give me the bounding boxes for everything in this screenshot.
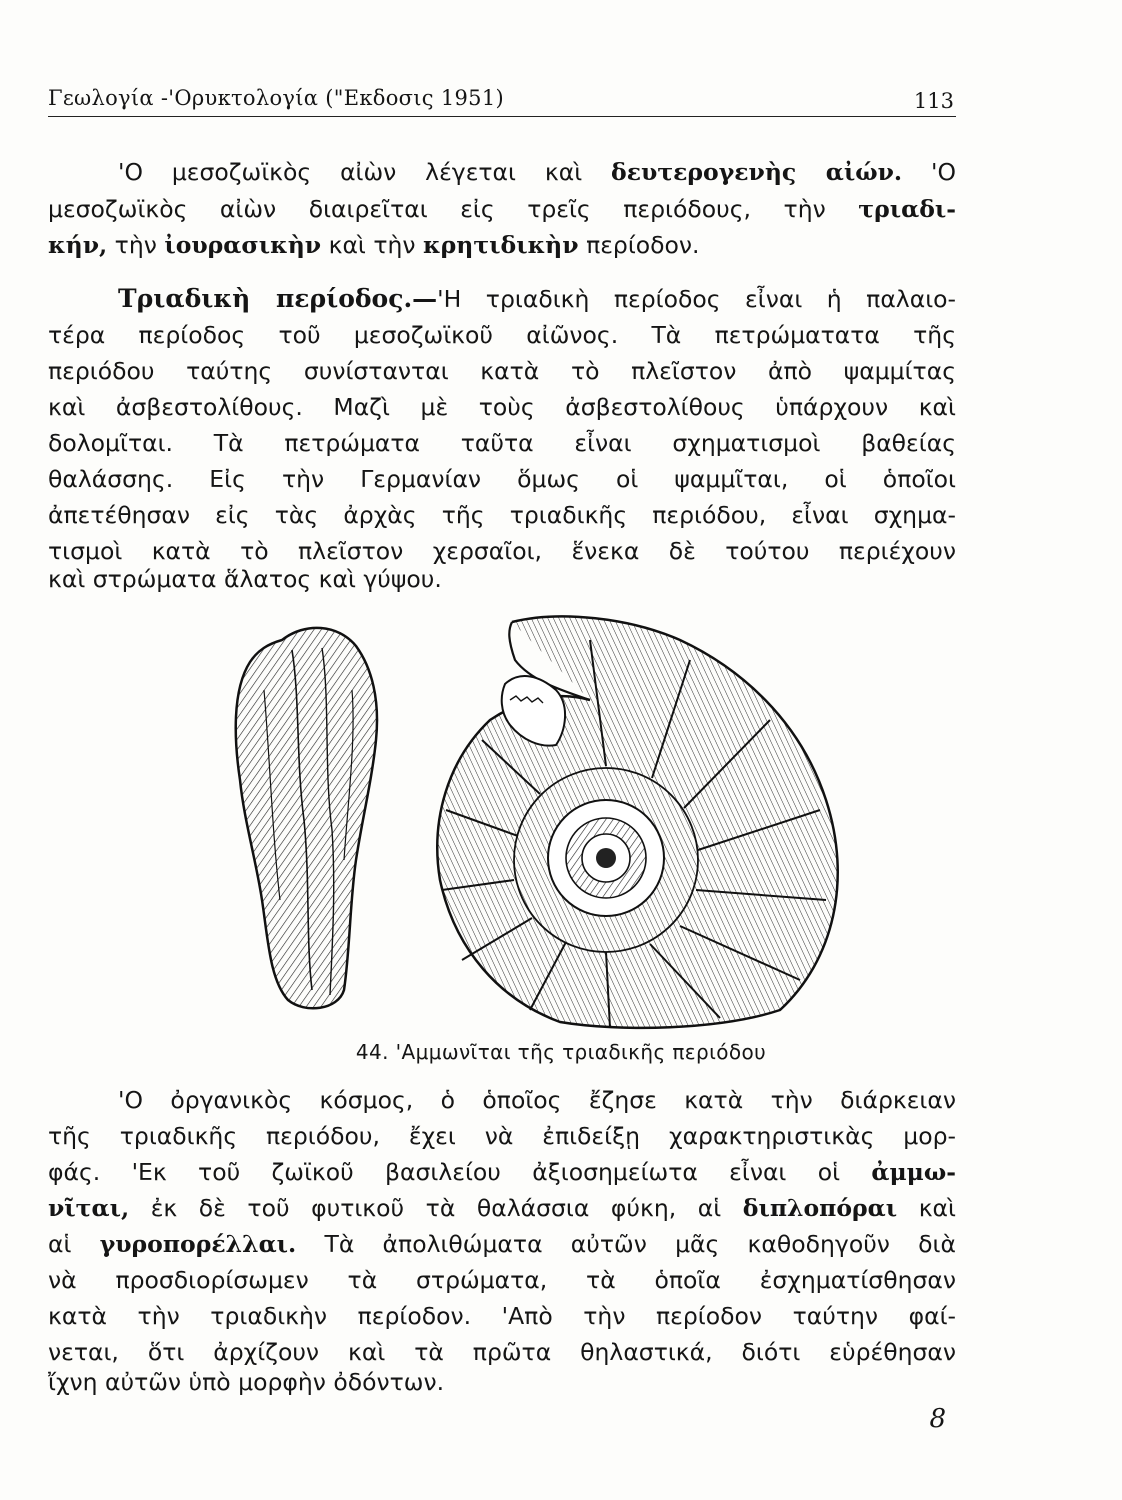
term-gyroporellae: γυροπορέλλαι. bbox=[99, 1230, 297, 1258]
term-triadiki: τριαδι- bbox=[858, 195, 956, 223]
section-line4: καὶ ἀσβεστολίθους. Μαζὶ μὲ τοὺς ἀσβεστολίθους ὑπάρχουν καὶ bbox=[48, 393, 956, 421]
para1-line3: κήν, τὴν ἰουρασικὴν καὶ τὴν κρητιδικὴν περίοδον. bbox=[48, 231, 700, 259]
elongated-fossil-drawing bbox=[236, 628, 377, 1008]
term-iourasiki: ἰουρασικὴν bbox=[164, 231, 322, 259]
para1-line1: 'Ο μεσοζωϊκὸς αἰὼν λέγεται καὶ δευτερογενὴς αἰών. 'Ο bbox=[118, 158, 956, 186]
para3-line6: νὰ προσδιορίσωμεν τὰ στρώματα, τὰ ὁποῖα ἐσχηματίσθησαν bbox=[48, 1266, 956, 1294]
ammonite-drawing bbox=[437, 616, 837, 1028]
section-line7: ἀπετέθησαν εἰς τὰς ἀρχὰς τῆς τριαδικῆς περιόδου, εἶναι σχημα- bbox=[48, 501, 956, 529]
para3-line7: κατὰ τὴν τριαδικὴν περίοδον. 'Απὸ τὴν περίοδον ταύτην φαί- bbox=[48, 1302, 956, 1330]
para3-line8: νεται, ὅτι ἀρχίζουν καὶ τὰ πρῶτα θηλαστικά, διότι εὑρέθησαν bbox=[48, 1338, 956, 1366]
section-line1: Τριαδικὴ περίοδος.—'Η τριαδικὴ περίοδος εἶναι ἡ παλαιο- bbox=[118, 284, 957, 313]
section-line3: περιόδου ταύτης συνίστανται κατὰ τὸ πλεῖστον ἀπὸ ψαμμίτας bbox=[48, 357, 956, 385]
para3-line9: ἴχνη αὐτῶν ὑπὸ μορφὴν ὀδόντων. bbox=[48, 1368, 445, 1396]
section-line8: τισμοὶ κατὰ τὸ πλεῖστον χερσαῖοι, ἕνεκα δὲ τούτου περιέχουν bbox=[48, 537, 956, 565]
figure-caption: 44. 'Αμμωνῖται τῆς τριαδικῆς περιόδου bbox=[355, 1040, 767, 1064]
page-number: 113 bbox=[913, 89, 954, 113]
para3-line4: νῖται, ἐκ δὲ τοῦ φυτικοῦ τὰ θαλάσσια φύκη, αἱ διπλοπόραι καὶ bbox=[48, 1194, 956, 1222]
section-line2: τέρα περίοδος τοῦ μεσοζωϊκοῦ αἰῶνος. Τὰ πετρώματατα τῆς bbox=[48, 321, 956, 349]
term-deuterogenis: δευτερογενὴς αἰών. bbox=[611, 158, 903, 186]
signature-mark: 8 bbox=[929, 1404, 946, 1434]
para1-line2: μεσοζωϊκὸς αἰὼν διαιρεῖται εἰς τρεῖς περιόδους, τὴν τριαδι- bbox=[48, 195, 956, 223]
para3-line2: τῆς τριαδικῆς περιόδου, ἔχει νὰ ἐπιδείξῃ χαρακτηριστικὰς μορ- bbox=[48, 1122, 956, 1150]
para3-line5: αἱ γυροπορέλλαι. Τὰ ἀπολιθώματα αὐτῶν μᾶς καθοδηγοῦν διὰ bbox=[48, 1230, 956, 1258]
section-line6: θαλάσσης. Εἰς τὴν Γερμανίαν ὅμως οἱ ψαμμῖται, οἱ ὁποῖοι bbox=[48, 465, 956, 493]
term-ammonites: ἀμμω- bbox=[871, 1158, 956, 1186]
section-line9: καὶ στρώματα ἅλατος καὶ γύψου. bbox=[48, 565, 442, 593]
term-kritidiki: κρητιδικὴν bbox=[423, 231, 579, 259]
section-line5: δολομῖται. Τὰ πετρώματα ταῦτα εἶναι σχηματισμοὶ βαθείας bbox=[48, 429, 956, 457]
section-heading: Τριαδικὴ περίοδος.— bbox=[118, 284, 438, 313]
term-diplopores: διπλοπόραι bbox=[742, 1194, 898, 1222]
para3-line1: 'Ο ὀργανικὸς κόσμος, ὁ ὁποῖος ἔζησε κατὰ τὴν διάρκειαν bbox=[118, 1086, 956, 1114]
running-title: Γεωλογία -'Ορυκτολογία ("Εκδοσις 1951) bbox=[48, 86, 504, 110]
para3-line3: φάς. 'Εκ τοῦ ζωϊκοῦ βασιλείου ἀξιοσημείωτα εἶναι οἱ ἀμμω- bbox=[48, 1158, 956, 1186]
